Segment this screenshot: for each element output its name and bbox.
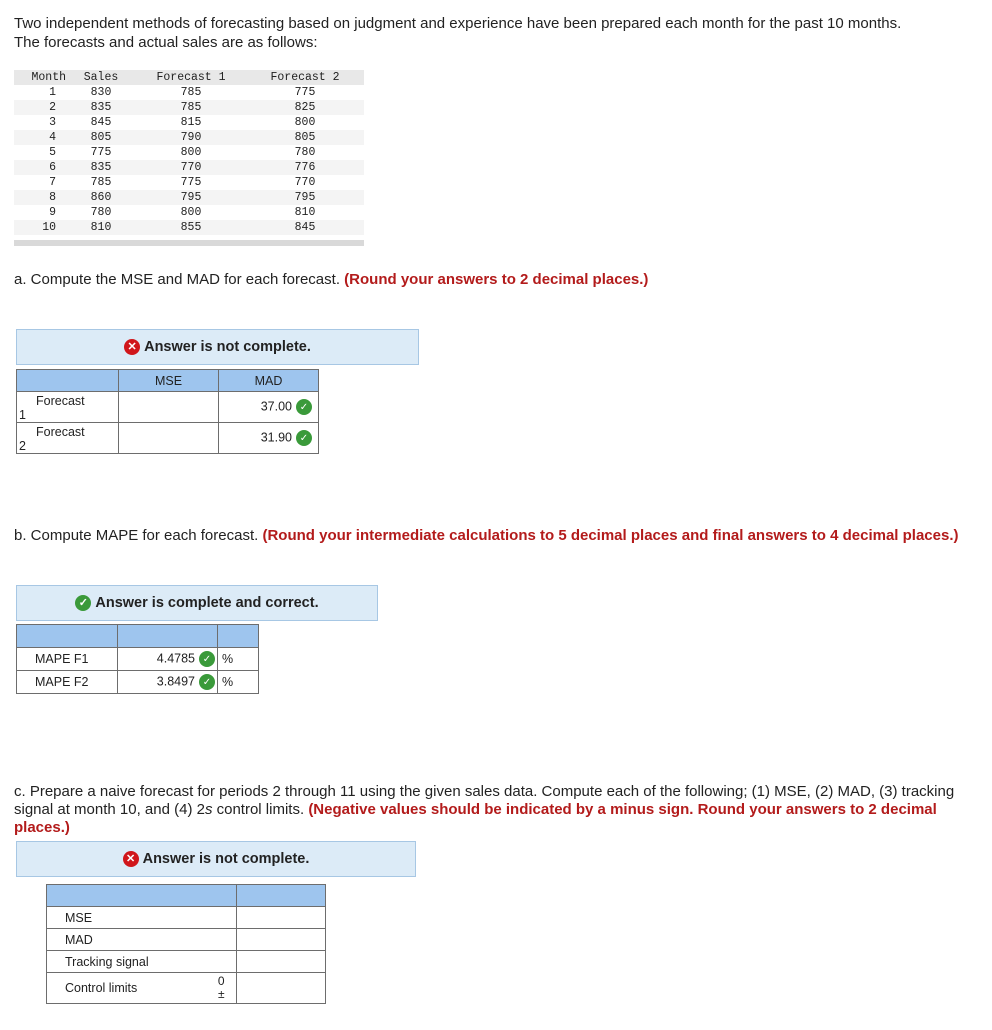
cell-month: 9 (49, 206, 56, 219)
part-b-value-header (118, 625, 218, 648)
check-icon: ✓ (296, 430, 312, 446)
header-mad: MAD (219, 370, 319, 392)
part-a-hint: (Round your answers to 2 decimal places.) (344, 271, 649, 288)
part-a-question (14, 271, 964, 289)
row-label-mse: MSE (47, 907, 237, 929)
part-b-text: b. Compute MAPE for each forecast. (14, 527, 259, 544)
part-c-question: c. Prepare a naive forecast for periods 2 through 11 using the given sales data. Compute each of the following; (1) MSE, (2) MAD, (3) tracking signal at month 10, and (4) 2s control limits. (Negative values should be indicated by a minus sign. Round your answers to 2 decimal places.) (14, 783, 955, 836)
mape-f2-input[interactable]: 3.8497 ✓ (118, 671, 218, 694)
sales-forecast-table (14, 70, 364, 246)
naive-mad-input[interactable] (237, 929, 326, 951)
cell-forecast-2: 825 (246, 100, 364, 115)
table-row (14, 160, 364, 175)
mse-input-forecast-1[interactable] (119, 392, 219, 423)
part-b-unit-header (218, 625, 259, 648)
part-a-banner-text: Answer is not complete. (144, 339, 311, 355)
table-row (14, 130, 364, 145)
cell-month: 5 (49, 146, 56, 159)
cell-sales: 835 (66, 160, 136, 175)
header-forecast-1: Forecast 1 (136, 70, 246, 85)
table-row (14, 85, 364, 100)
cell-forecast-2: 776 (246, 160, 364, 175)
cell-month: 4 (14, 130, 66, 145)
cell-forecast-1: 790 (136, 130, 246, 145)
part-a-corner-header (17, 370, 119, 392)
part-c-hint: (Negative values should be indicated by a minus sign. Round your answers to 2 decimal places.) (14, 801, 937, 836)
row-label-tracking-signal: Tracking signal (47, 951, 237, 973)
row-label-control-limits: Control limits (47, 973, 207, 1004)
cell-forecast-1: 800 (180, 146, 202, 159)
row-label-forecast-1: Forecast 1 (17, 392, 119, 423)
table-row (14, 220, 364, 235)
cell-sales: 785 (90, 176, 112, 189)
table-row (14, 190, 364, 205)
cell-forecast-1: 795 (136, 190, 246, 205)
naive-mse-input[interactable] (237, 907, 326, 929)
mape-f2-unit: % (218, 671, 259, 694)
control-limits-prefix: 0 ± (207, 973, 237, 1004)
cell-sales: 830 (90, 86, 112, 99)
table-bottom-bar (14, 240, 364, 246)
part-b-corner-header (17, 625, 118, 648)
table-row (14, 100, 364, 115)
table-row (14, 175, 364, 190)
cell-forecast-1: 855 (136, 220, 246, 235)
part-b-answer-grid (16, 624, 259, 694)
cell-sales: 845 (90, 116, 112, 129)
cell-forecast-1: 770 (136, 160, 246, 175)
problem-intro (14, 14, 974, 52)
header-sales: Sales (66, 70, 136, 85)
cell-month: 10 (14, 220, 66, 235)
cell-sales: 805 (66, 130, 136, 145)
mape-f1-unit: % (218, 648, 259, 671)
part-c-header-right (237, 885, 326, 907)
cell-forecast-2: 805 (246, 130, 364, 145)
part-c-banner-text: Answer is not complete. (142, 851, 310, 867)
part-a-status-banner (16, 329, 419, 365)
cell-forecast-2: 800 (294, 116, 316, 129)
cell-month: 3 (49, 116, 56, 129)
table-row (14, 205, 364, 220)
cell-forecast-2: 775 (294, 86, 316, 99)
row-label-mad: MAD (47, 929, 237, 951)
check-circle-icon: ✓ (75, 595, 91, 611)
cell-sales: 835 (66, 100, 136, 115)
part-b-status-banner (16, 585, 378, 621)
intro-line-2: The forecasts and actual sales are as follows: (14, 34, 318, 51)
x-circle-icon: ✕ (123, 851, 139, 867)
cell-sales: 780 (90, 206, 112, 219)
cell-month: 2 (14, 100, 66, 115)
cell-month: 7 (49, 176, 56, 189)
cell-sales: 860 (66, 190, 136, 205)
row-label-forecast-2: Forecast 2 (17, 423, 119, 454)
check-icon: ✓ (296, 399, 312, 415)
header-forecast-2: Forecast 2 (246, 70, 364, 85)
table-row (14, 145, 364, 160)
tracking-signal-input[interactable] (237, 951, 326, 973)
cell-forecast-2: 810 (294, 206, 316, 219)
cell-forecast-1: 785 (180, 86, 202, 99)
check-icon: ✓ (199, 651, 215, 667)
table-row (14, 115, 364, 130)
part-c-text: c. Prepare a naive forecast for periods 2 through 11 using the given sales data. Compute each of the following; (1) MSE, (2) MAD, (3) tracking signal at month 10, and (4) 2 (14, 783, 955, 818)
control-limits-input[interactable] (237, 973, 326, 1004)
cell-forecast-2: 795 (246, 190, 364, 205)
mse-input-forecast-2[interactable] (119, 423, 219, 454)
row-label-mape-f1: MAPE F1 (17, 648, 118, 671)
row-label-mape-f2: MAPE F2 (17, 671, 118, 694)
header-month: Month (14, 70, 66, 85)
header-mse: MSE (119, 370, 219, 392)
part-c-answer-grid (46, 884, 326, 1004)
cell-forecast-2: 770 (294, 176, 316, 189)
cell-forecast-1: 775 (180, 176, 202, 189)
part-c-header-left (47, 885, 237, 907)
x-circle-icon: ✕ (124, 339, 140, 355)
check-icon: ✓ (199, 674, 215, 690)
cell-month: 6 (14, 160, 66, 175)
part-a-text: a. Compute the MSE and MAD for each forecast. (14, 271, 340, 288)
mad-input-forecast-1[interactable]: 37.00 ✓ (219, 392, 319, 423)
mape-f1-input[interactable]: 4.4785 ✓ (118, 648, 218, 671)
cell-forecast-1: 800 (180, 206, 202, 219)
cell-sales: 775 (90, 146, 112, 159)
part-a-answer-grid (16, 369, 319, 454)
mad-input-forecast-2[interactable]: 31.90 ✓ (219, 423, 319, 454)
part-b-banner-text: Answer is complete and correct. (95, 595, 319, 611)
part-c-status-banner (16, 841, 416, 877)
intro-line-1: Two independent methods of forecasting based on judgment and experience have been prepared each month for the past 10 months. (14, 15, 902, 32)
cell-sales: 810 (66, 220, 136, 235)
cell-forecast-1: 815 (180, 116, 202, 129)
part-b-hint: (Round your intermediate calculations to 5 decimal places and final answers to 4 decimal places.) (262, 527, 959, 544)
cell-forecast-2: 845 (246, 220, 364, 235)
cell-forecast-2: 780 (294, 146, 316, 159)
cell-forecast-1: 785 (136, 100, 246, 115)
cell-month: 8 (14, 190, 66, 205)
cell-month: 1 (49, 86, 56, 99)
part-b-question (14, 527, 964, 545)
